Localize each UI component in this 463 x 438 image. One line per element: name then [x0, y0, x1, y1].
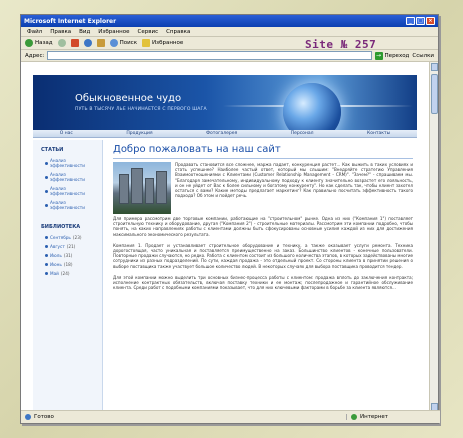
star-icon [142, 39, 150, 47]
search-icon [110, 39, 118, 47]
links-label[interactable]: Ссылки [412, 52, 434, 59]
menu-tools[interactable]: Сервис [137, 28, 159, 35]
close-button[interactable]: × [426, 17, 435, 25]
forward-button[interactable] [58, 39, 66, 47]
bullet-icon [45, 162, 48, 165]
menu-file[interactable]: Файл [27, 28, 43, 35]
go-button[interactable] [375, 52, 410, 60]
address-bar [21, 50, 438, 62]
status-text: Готово [34, 414, 54, 420]
menu-help[interactable]: Справка [166, 28, 191, 35]
library-link[interactable]: Июнь (18) [33, 260, 102, 269]
library-heading: БИБЛИОТЕКА [41, 224, 81, 230]
main-content [113, 140, 413, 290]
back-arrow-icon [25, 39, 33, 47]
zone-text: Интернет [360, 414, 388, 420]
nav-gallery[interactable]: Фотогалерея [206, 131, 238, 136]
address-input[interactable] [47, 51, 371, 60]
menu-view[interactable]: Вид [79, 28, 91, 35]
refresh-icon [84, 39, 92, 47]
nav-about[interactable]: О нас [59, 131, 73, 136]
refresh-button[interactable] [84, 39, 92, 47]
nav-products[interactable]: Продукция [126, 131, 153, 136]
site-label: Site № 257 [305, 38, 377, 51]
stop-button[interactable] [71, 39, 79, 47]
paragraph: Компания 1. Продает и устанавливает строительное оборудование и технику, а также оказывает услуги ремонта. Техника дорогостоящая, часто уникальная и поставляется преимущественно на заказ. Большинство клиентов - конечные пользователи. Повторные продажи случаются, но редко. Работа с клиентом состоит из большого количества этапов, в которых задействованы многие сотрудники из разных подразделений. По сути, каждая продажа - это отдельный проект. Со стороны клиента в принятии решения о выборе поставщика также участвует большое количество людей. В некоторых случаях для выбора поставщика проводится тендер. [113, 242, 413, 269]
scroll-thumb[interactable] [431, 74, 438, 114]
article-link[interactable]: Анализ эффективности [33, 156, 102, 170]
article-link[interactable]: Анализ эффективности [33, 198, 102, 212]
paragraph: Продавать становится все сложнее, маржа падает, конкуренция растет... Как выжить в таких условиях и стать успешнее? Наиболее частый ответ, который мы слышим: "Внедряйте стратегию Управления Взаимоотношениями с Клиентами (Customer Relationship Management - CRM)". "Зачем?" - спрашиваем мы. "Благодаря замечательному, индивидуальному подходу к клиенту значительно возрастет его лояльность, и он не уйдет от Вас к более сильному и богатому конкуренту". Но как сделать так, чтобы клиент захотел остаться с вами? Какие методы предлагает маркетинг? Как правильно посчитать эффективность такого подхода? Об этом и пойдет речь. [175, 162, 413, 199]
back-button[interactable] [25, 39, 53, 47]
bullet-icon [45, 263, 48, 266]
home-icon [97, 39, 105, 47]
favorites-label: Избранное [152, 40, 184, 46]
maximize-button[interactable]: □ [416, 17, 425, 25]
page-heading: Добро пожаловать на наш сайт [113, 144, 413, 159]
page-viewport [21, 62, 431, 412]
vertical-scrollbar[interactable] [429, 62, 438, 412]
back-label: Назад [35, 40, 53, 46]
site-sidebar [33, 140, 103, 412]
menu-bar [21, 27, 438, 37]
window-controls [406, 17, 435, 25]
stop-icon [71, 39, 79, 47]
library-link[interactable]: Сентябрь (23) [33, 233, 102, 242]
bullet-icon [45, 236, 48, 239]
paragraph: Для этой компании можно выделить три основных бизнес-процесса работы с клиентом: продажа вплоть до заключения контракта; исполнение контрактных обязательств, включая поставку техники и ее монтаж; послепродажное и гарантийное обслуживание клиента. Среди работ с подобными компаниями показывает, что для них ключевыми факторами в борьбе за клиента являются... [113, 274, 413, 291]
bullet-icon [45, 254, 48, 257]
title-bar [21, 15, 438, 27]
address-label: Адрес: [25, 52, 45, 59]
nav-staff[interactable]: Персонал [290, 131, 314, 136]
bullet-icon [45, 176, 48, 179]
search-button[interactable] [110, 39, 137, 47]
library-link[interactable]: Май (24) [33, 269, 102, 278]
library-link[interactable]: Август (21) [33, 242, 102, 251]
city-photo [113, 162, 171, 214]
go-label: Переход [384, 52, 410, 59]
bullet-icon [45, 204, 48, 207]
browser-window [20, 14, 439, 424]
window-title: Microsoft Internet Explorer [24, 17, 117, 25]
banner-subtitle: ПУТЬ В ТЫСЯЧУ ЛЬЕ НАЧИНАЕТСЯ С ПЕРВОГО ШАГА [75, 107, 207, 112]
site-nav [33, 130, 417, 138]
forward-arrow-icon [58, 39, 66, 47]
home-button[interactable] [97, 39, 105, 47]
bullet-icon [45, 272, 48, 275]
status-left [25, 414, 340, 420]
nav-contacts[interactable]: Контакты [367, 131, 391, 136]
library-link[interactable]: Июль (31) [33, 251, 102, 260]
scroll-up-arrow[interactable] [431, 63, 438, 71]
search-label: Поиск [119, 40, 138, 46]
status-zone [346, 414, 436, 420]
banner-title: Обыкновенное чудо [75, 93, 182, 104]
bullet-icon [45, 190, 48, 193]
article-link[interactable]: Анализ эффективности [33, 184, 102, 198]
page-icon [25, 414, 31, 420]
article-link[interactable]: Анализ эффективности [33, 170, 102, 184]
internet-zone-icon [351, 414, 357, 420]
site-banner [33, 75, 417, 130]
status-bar [21, 410, 440, 423]
bullet-icon [45, 245, 48, 248]
menu-edit[interactable]: Правка [50, 28, 72, 35]
menu-favorites[interactable]: Избранное [98, 28, 130, 35]
paragraph: Для примера рассмотрим две торговые компании, работающие на "строительном" рынке. Одна из них ("Компания 1") поставляет строительную технику и оборудование, другая ("Компания 2") - строительные материалы. Рассмотрим эти компании подробно, чтобы понять, на каких направлениях работы с клиентами должны быть сфокусированы основные усилия каждой из них для достижения максимального экономического результата. [113, 216, 413, 237]
favorites-button[interactable] [142, 39, 183, 47]
globe-image [283, 83, 341, 130]
go-arrow-icon: → [376, 51, 382, 59]
articles-heading: СТАТЬИ [41, 147, 64, 153]
minimize-button[interactable]: _ [406, 17, 415, 25]
